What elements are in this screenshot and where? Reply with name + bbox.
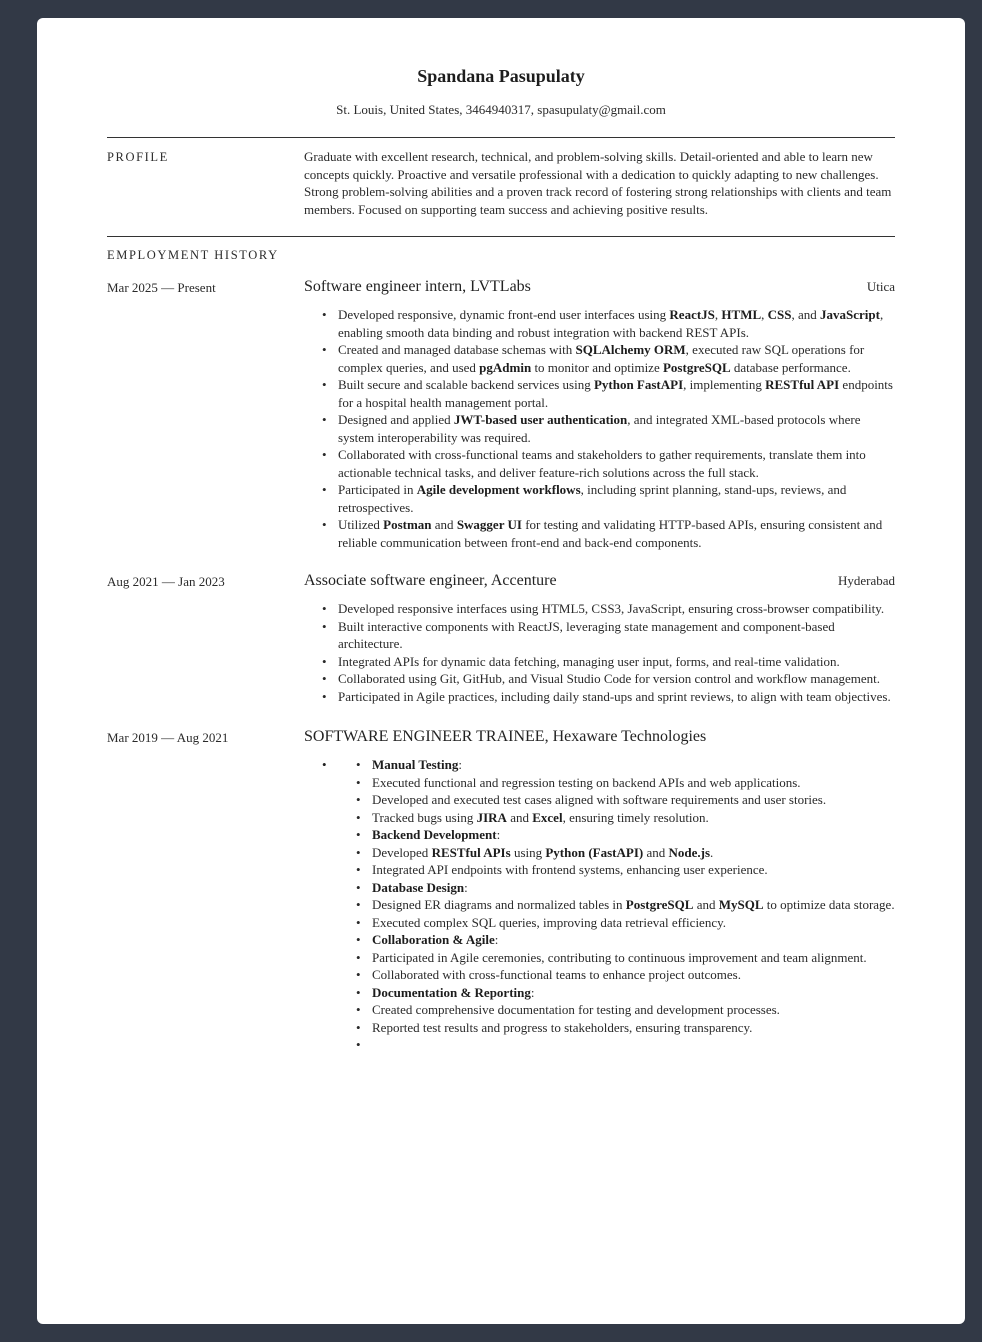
bullet-item: • Developed and executed test cases aligned with software requirements and user stories. [372,791,895,809]
bullet-marker: • [322,757,327,772]
bullet-item: • Backend Development: [372,826,895,844]
bullet-item: • Participated in Agile development workflows, including sprint planning, stand-ups, reviews, and retrospectives. [338,481,895,516]
job-title: Associate software engineer, Accenture [304,572,557,589]
bullet-item: • Created and managed database schemas with SQLAlchemy ORM, executed raw SQL operations for complex queries, and used pgAdmin to monitor and optimize PostgreSQL database performance. [338,341,895,376]
job-entry [107,277,895,551]
job-bullets [304,600,895,705]
job-bullets [304,306,895,551]
bullet-item: • Executed complex SQL queries, improving data retrieval efficiency. [372,914,895,932]
profile-text: Graduate with excellent research, technical, and problem-solving skills. Detail-oriented and able to learn new concepts quickly. Proactive and versatile professional with a dedication to quickly adapting to new challenges. Strong problem-solving abilities and a proven track record of fostering strong relationships with clients and team members. Focused on supporting team success and achieving positive results. [304,149,892,217]
bullet-item: • Collaborated with cross-functional teams and stakeholders to gather requirements, translate them into actionable technical tasks, and deliver feature-rich solutions across the full stack. [338,446,895,481]
contact-info: St. Louis, United States, 3464940317, spasupulaty@gmail.com [336,102,666,117]
bullet-item: • Designed ER diagrams and normalized tables in PostgreSQL and MySQL to optimize data storage. [372,896,895,914]
bullet-item: • Reported test results and progress to stakeholders, ensuring transparency. [372,1019,895,1037]
bullet-item: • Database Design: [372,879,895,897]
bullet-item: • Executed functional and regression testing on backend APIs and web applications. [372,774,895,792]
bullet-item: • Integrated API endpoints with frontend systems, enhancing user experience. [372,861,895,879]
bullet-item: • Documentation & Reporting: [372,984,895,1002]
resume-page [37,18,965,1324]
bullet-item: • Collaborated with cross-functional teams to enhance project outcomes. [372,966,895,984]
bullet-item: • Collaboration & Agile: [372,931,895,949]
job-city: Utica [866,279,895,294]
job-dates: Mar 2025 — Present [107,280,216,295]
job-city: Hyderabad [837,573,895,588]
job-dates: Aug 2021 — Jan 2023 [107,574,225,589]
job-dates: Mar 2019 — Aug 2021 [107,730,229,745]
bullet-item: • Utilized Postman and Swagger UI for testing and validating HTTP-based APIs, ensuring consistent and reliable communication between front-end and back-end components. [338,516,895,551]
profile-section [107,138,895,236]
job-entry [107,727,895,1054]
employment-heading: EMPLOYMENT HISTORY [107,248,279,262]
bullet-item: • Built secure and scalable backend services using Python FastAPI, implementing RESTful API endpoints for a hospital health management portal. [338,376,895,411]
profile-heading: PROFILE [107,150,169,164]
employment-section [107,237,895,1054]
bullet-item: • Participated in Agile practices, including daily stand-ups and sprint reviews, to align with team objectives. [338,688,895,706]
bullet-item: • Created comprehensive documentation for testing and development processes. [372,1001,895,1019]
bullet-item: • Manual Testing: [372,756,895,774]
bullet-item: • Integrated APIs for dynamic data fetching, managing user input, forms, and real-time validation. [338,653,895,671]
bullet-item: • Participated in Agile ceremonies, contributing to continuous improvement and team alignment. [372,949,895,967]
bullet-item: • Designed and applied JWT-based user authentication, and integrated XML-based protocols where system interoperability was required. [338,411,895,446]
bullet-item: • Tracked bugs using JIRA and Excel, ensuring timely resolution. [372,809,895,827]
job-bullets [322,756,895,1054]
bullet-item: • Built interactive components with ReactJS, leveraging state management and component-based architecture. [338,618,895,653]
bullet-item: • Developed responsive, dynamic front-end user interfaces using ReactJS, HTML, CSS, and JavaScript, enabling smooth data binding and robust integration with backend REST APIs. [338,306,895,341]
bullet-item: • Collaborated using Git, GitHub, and Visual Studio Code for version control and workflow management. [338,670,895,688]
job-title: Software engineer intern, LVTLabs [304,278,531,295]
candidate-name: Spandana Pasupulaty [417,66,585,86]
bullet-item: • Developed responsive interfaces using HTML5, CSS3, JavaScript, ensuring cross-browser compatibility. [338,600,895,618]
bullet-item: • Developed RESTful APIs using Python (FastAPI) and Node.js. [372,844,895,862]
job-title: SOFTWARE ENGINEER TRAINEE, Hexaware Technologies [304,728,707,745]
bullet-item [372,1036,895,1054]
job-entry [107,571,895,705]
